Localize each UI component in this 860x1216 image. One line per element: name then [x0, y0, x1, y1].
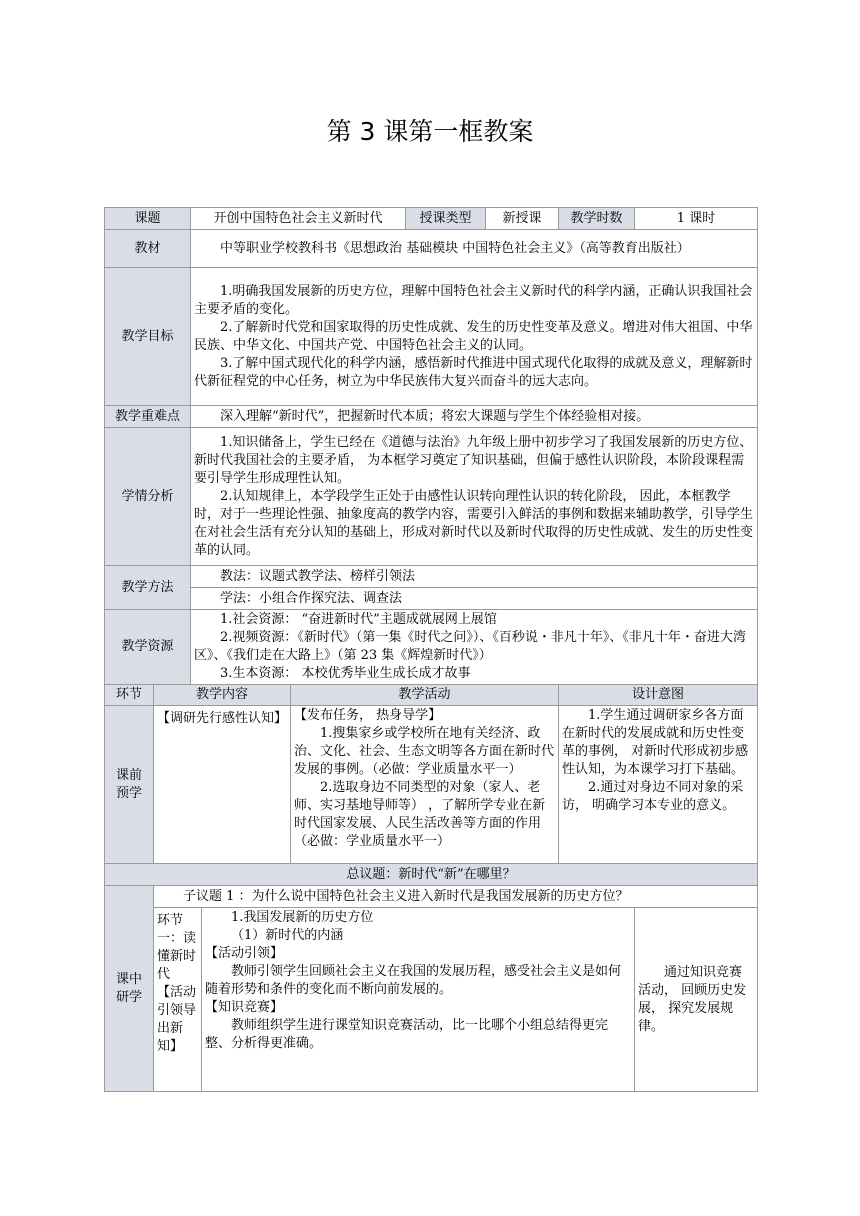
analysis-label: 学情分析: [105, 428, 191, 566]
key-text: 深入理解“新时代”，把握新时代本质；将宏大课题与学生个体经验相对接。: [220, 408, 650, 424]
preview-activity-item: 2.选取身边不同类型的对象（家人、老师、实习基地导师等） ，了解所学专业在新时代国家发展、人民生活改善等方面的作用（必做：学业质量水平一）: [294, 780, 546, 849]
lead-title: 【活动引领】: [205, 946, 284, 961]
goals-label: 教学目标: [105, 268, 191, 406]
topic-label: 课题: [105, 208, 191, 230]
analysis-item: 2.认知规律上，本学段学生正处于由感性认识转向理性认识的转化阶段， 因此，本框教学时，对于一些理论性强、抽象度高的教学内容，需要引入鲜活的事例和数据来辅助教学，引导学生在对社会生活有充分认知的基础上，形成对新时代以及新时代取得的历史性成就、发生的历史性变革的认同。: [194, 488, 754, 558]
quiz-title: 【知识竞赛】: [205, 1000, 284, 1015]
goal-item: 3.了解中国式现代化的科学内涵，感悟新时代推进中国式现代化取得的成就及意义，理解新时代新征程党的中心任务，树立为中华民族伟大复兴而奋斗的远大志向。: [194, 355, 753, 389]
resource-item: 3.生本资源： 本校优秀毕业生成长成才故事: [220, 666, 471, 681]
preview-stage: 课前预学: [105, 706, 154, 864]
method-teach: 教法：议题式教学法、榜样引领法: [220, 568, 416, 584]
point-subtitle: （1）新时代的内涵: [231, 928, 344, 943]
textbook-text: 中等职业学校教科书《思想政治 基础模块 中国特色社会主义》（高等教育出版社）: [220, 240, 690, 256]
quiz-text: 教师组织学生进行课堂知识竞赛活动，比一比哪个小组总结得更完整、分析得更准确。: [205, 1018, 609, 1051]
preview-intent-item: 2.通过对身边不同对象的采访， 明确学习本专业的意义。: [562, 780, 744, 813]
type-label: 授课类型: [406, 208, 486, 230]
lesson-plan-table: [104, 207, 758, 1092]
preview-content: 【调研先行感性认知】: [154, 706, 291, 864]
resource-label: 教学资源: [105, 610, 191, 685]
resource-item: 2.视频资源：《新时代》（第一集《时代之问》）、《百秒说・非凡十年》、《非凡十年・奋进大湾区》、《我们走在大路上》（第 23 集《辉煌新时代》）: [194, 630, 746, 663]
goal-item: 2.了解新时代党和国家取得的历史性成就、发生的历史性变革及意义。增进对伟大祖国、中华民族、中华文化、中国共产党、中国特色社会主义的认同。: [194, 319, 753, 353]
point-title: 1.我国发展新的历史方位: [231, 910, 374, 925]
section-task: 【活动引领导出新知】: [157, 985, 197, 1054]
study-section: [154, 908, 202, 1092]
type-value: 新授课: [486, 208, 559, 230]
preview-intent-item: 1.学生通过调研家乡各方面在新时代的发展成就和历史性变革的事例， 对新时代形成初步感性认知，为本课学习打下基础。: [562, 708, 749, 777]
stage-header: 环节: [105, 685, 154, 706]
hours-label: 教学时数: [559, 208, 635, 230]
goal-item: 1.明确我国发展新的历史方位，理解中国特色社会主义新时代的科学内涵，正确认识我国社会主要矛盾的变化。: [194, 283, 753, 317]
sub-topic: 子议题 1 ：为什么说中国特色社会主义进入新时代是我国发展新的历史方位？: [154, 886, 758, 908]
resource-item: 1.社会资源： “奋进新时代”主题成就展网上展馆: [220, 612, 497, 627]
intent-header: 设计意图: [559, 685, 758, 706]
page-title: 第 3 课第一框教案: [326, 117, 534, 146]
preview-activity-item: 1.搜集家乡或学校所在地有关经济、政治、文化、社会、生态文明等各方面在新时代发展的事例。（必做：学业质量水平一）: [294, 726, 555, 777]
study-stage: 课中研学: [105, 886, 154, 1092]
preview-activity: [291, 706, 559, 864]
content-header: 教学内容: [154, 685, 291, 706]
topic-value: 开创中国特色社会主义新时代: [191, 208, 406, 230]
method-label: 教学方法: [105, 566, 191, 610]
preview-intent: [559, 706, 758, 864]
activity-header: 教学活动: [291, 685, 559, 706]
section-title: 环节一：读懂新时代: [157, 913, 197, 982]
method-learn: 学法：小组合作探究法、调查法: [220, 590, 403, 606]
study-intent: 通过知识竞赛活动， 回顾历史发展， 探究发展规律。: [635, 908, 758, 1092]
analysis-item: 1.知识储备上，学生已经在《道德与法治》九年级上册中初步学习了我国发展新的历史方位、新时代我国社会的主要矛盾， 为本框学习奠定了知识基础，但偏于感性认识阶段，本阶段课程需要引导学生形成理性认知。: [194, 434, 753, 486]
hours-value: 1 课时: [635, 208, 758, 230]
preview-activity-title: 【发布任务， 热身导学】: [294, 708, 442, 723]
textbook-label: 教材: [105, 230, 191, 268]
study-activity: [202, 908, 635, 1092]
lead-text: 教师引领学生回顾社会主义在我国的发展历程，感受社会主义是如何随着形势和条件的变化而不断向前发展的。: [205, 964, 622, 997]
key-label: 教学重难点: [105, 406, 191, 428]
overall-topic: 总议题：新时代“新”在哪里？: [105, 864, 758, 886]
